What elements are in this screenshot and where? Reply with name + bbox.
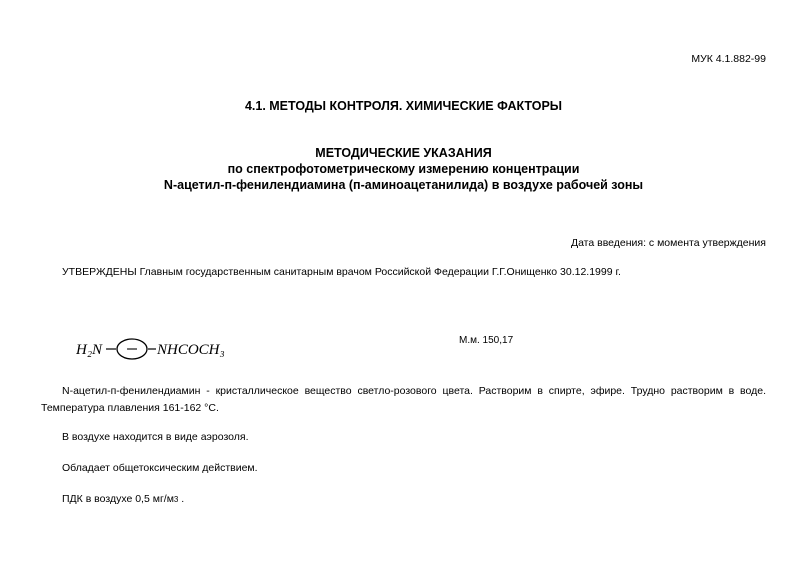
description-paragraph: N-ацетил-п-фенилендиамин - кристаллическое вещество светло-розового цвета. Растворим в спирте, эфире. Трудно растворим в воде. Температура плавления 161-162 °С. — [41, 385, 766, 414]
pdk-paragraph — [62, 493, 184, 505]
formula-right-group: NHCOCH₃ — [157, 342, 225, 358]
pdk-text: ПДК в воздухе 0,5 мг/м — [62, 493, 174, 505]
pdk-unit-exponent: 3 — [173, 495, 179, 504]
document-code: МУК 4.1.882-99 — [691, 53, 766, 65]
title-line-3: N-ацетил-п-фенилендиамина (п-аминоацетанилида) в воздухе рабочей зоны — [163, 178, 644, 192]
molecular-mass: М.м. 150,17 — [459, 335, 514, 346]
formula-left-group: H₂N — [76, 342, 103, 358]
section-title: 4.1. МЕТОДЫ КОНТРОЛЯ. ХИМИЧЕСКИЕ ФАКТОРЫ — [244, 99, 563, 113]
title-line-1: МЕТОДИЧЕСКИЕ УКАЗАНИЯ — [315, 146, 492, 160]
approval-statement: УТВЕРЖДЕНЫ Главным государственным санитарным врачом Российской Федерации Г.Г.Онищенко 30.12.1999 г. — [62, 266, 621, 278]
structural-formula — [76, 332, 246, 366]
toxicity-paragraph: Обладает общетоксическим действием. — [62, 462, 258, 474]
introduction-date: Дата введения: с момента утверждения — [570, 237, 766, 249]
aerosol-paragraph: В воздухе находится в виде аэрозоля. — [62, 431, 249, 443]
pdk-suffix: . — [178, 493, 185, 505]
title-line-2: по спектрофотометрическому измерению концентрации — [227, 162, 580, 176]
document-title — [0, 145, 807, 193]
